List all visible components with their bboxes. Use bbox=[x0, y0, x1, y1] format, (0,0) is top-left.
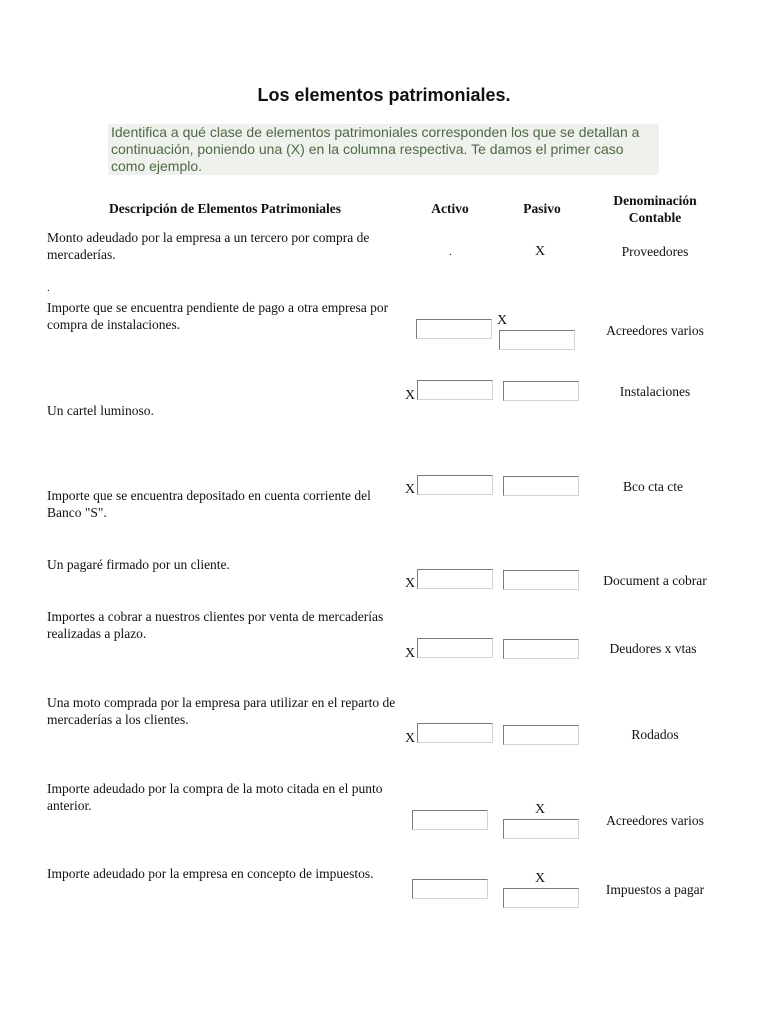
row-9-descripcion: Importe adeudado por la empresa en concepto de impuestos. bbox=[47, 866, 374, 881]
header-pasivo: Pasivo bbox=[523, 201, 561, 216]
row-8-pasivo-input[interactable] bbox=[503, 819, 579, 839]
header-descripcion: Descripción de Elementos Patrimoniales bbox=[108, 201, 342, 216]
row-5-activo-input[interactable] bbox=[417, 569, 493, 589]
row-2-pasivo-input[interactable] bbox=[499, 330, 575, 350]
row-2-descripcion: Importe que se encuentra pendiente de pago a otra empresa por compra de instalaciones. bbox=[47, 300, 389, 332]
row-2-denominacion: Acreedores varios bbox=[606, 323, 704, 338]
row-9-pasivo-mark: X bbox=[535, 871, 546, 886]
separator-dot: . bbox=[47, 282, 50, 294]
row-5-pasivo-input[interactable] bbox=[503, 570, 579, 590]
row-9-denominacion: Impuestos a pagar bbox=[605, 882, 705, 897]
row-7-pasivo-input[interactable] bbox=[503, 725, 579, 745]
row-4-pasivo-input[interactable] bbox=[503, 476, 579, 496]
row-9-pasivo-input[interactable] bbox=[503, 888, 579, 908]
row-5-descripcion: Un pagaré firmado por un cliente. bbox=[47, 557, 230, 572]
row-2-activo-input[interactable] bbox=[416, 319, 492, 339]
row-7-denominacion: Rodados bbox=[631, 727, 679, 742]
row-1-descripcion: Monto adeudado por la empresa a un tercero por compra de mercaderías. bbox=[47, 230, 370, 262]
header-activo: Activo bbox=[431, 201, 469, 216]
row-3-denominacion: Instalaciones bbox=[619, 384, 691, 399]
row-6-pasivo-input[interactable] bbox=[503, 639, 579, 659]
row-9-activo-input[interactable] bbox=[412, 879, 488, 899]
row-6-activo-mark: X bbox=[405, 646, 416, 661]
row-3-descripcion: Un cartel luminoso. bbox=[47, 403, 154, 418]
row-5-denominacion: Document a cobrar bbox=[603, 573, 707, 588]
row-1-denominacion: Proveedores bbox=[621, 244, 689, 259]
row-8-denominacion: Acreedores varios bbox=[606, 813, 704, 828]
instructions: Identifica a qué clase de elementos patrimoniales corresponden los que se detallan a continuación, poniendo una (X) en la columna respectiva. Te damos el primer caso como ejemplo. bbox=[108, 124, 659, 175]
row-4-descripcion: Importe que se encuentra depositado en cuenta corriente del Banco "S". bbox=[47, 488, 371, 520]
row-7-descripcion: Una moto comprada por la empresa para utilizar en el reparto de mercaderías a los clientes. bbox=[47, 695, 396, 727]
row-3-activo-input[interactable] bbox=[417, 380, 493, 400]
header-denominacion: Denominación Contable bbox=[613, 193, 697, 225]
row-7-activo-mark: X bbox=[405, 731, 416, 746]
row-8-descripcion: Importe adeudado por la compra de la moto citada en el punto anterior. bbox=[47, 781, 383, 813]
row-3-pasivo-input[interactable] bbox=[503, 381, 579, 401]
row-8-pasivo-mark: X bbox=[535, 802, 546, 817]
row-4-activo-mark: X bbox=[405, 482, 416, 497]
row-3-activo-mark: X bbox=[405, 388, 416, 403]
row-1-activo-dot: . bbox=[449, 246, 452, 258]
row-1-pasivo-mark: X bbox=[535, 244, 546, 259]
row-7-activo-input[interactable] bbox=[417, 723, 493, 743]
row-6-activo-input[interactable] bbox=[417, 638, 493, 658]
row-6-denominacion: Deudores x vtas bbox=[609, 641, 697, 656]
row-4-denominacion: Bco cta cte bbox=[623, 479, 683, 494]
page-title: Los elementos patrimoniales. bbox=[257, 85, 511, 105]
row-5-activo-mark: X bbox=[405, 576, 416, 591]
row-8-activo-input[interactable] bbox=[412, 810, 488, 830]
row-2-pasivo-mark: X bbox=[497, 313, 508, 328]
row-4-activo-input[interactable] bbox=[417, 475, 493, 495]
row-6-descripcion: Importes a cobrar a nuestros clientes por venta de mercaderías realizadas a plazo. bbox=[47, 609, 384, 641]
